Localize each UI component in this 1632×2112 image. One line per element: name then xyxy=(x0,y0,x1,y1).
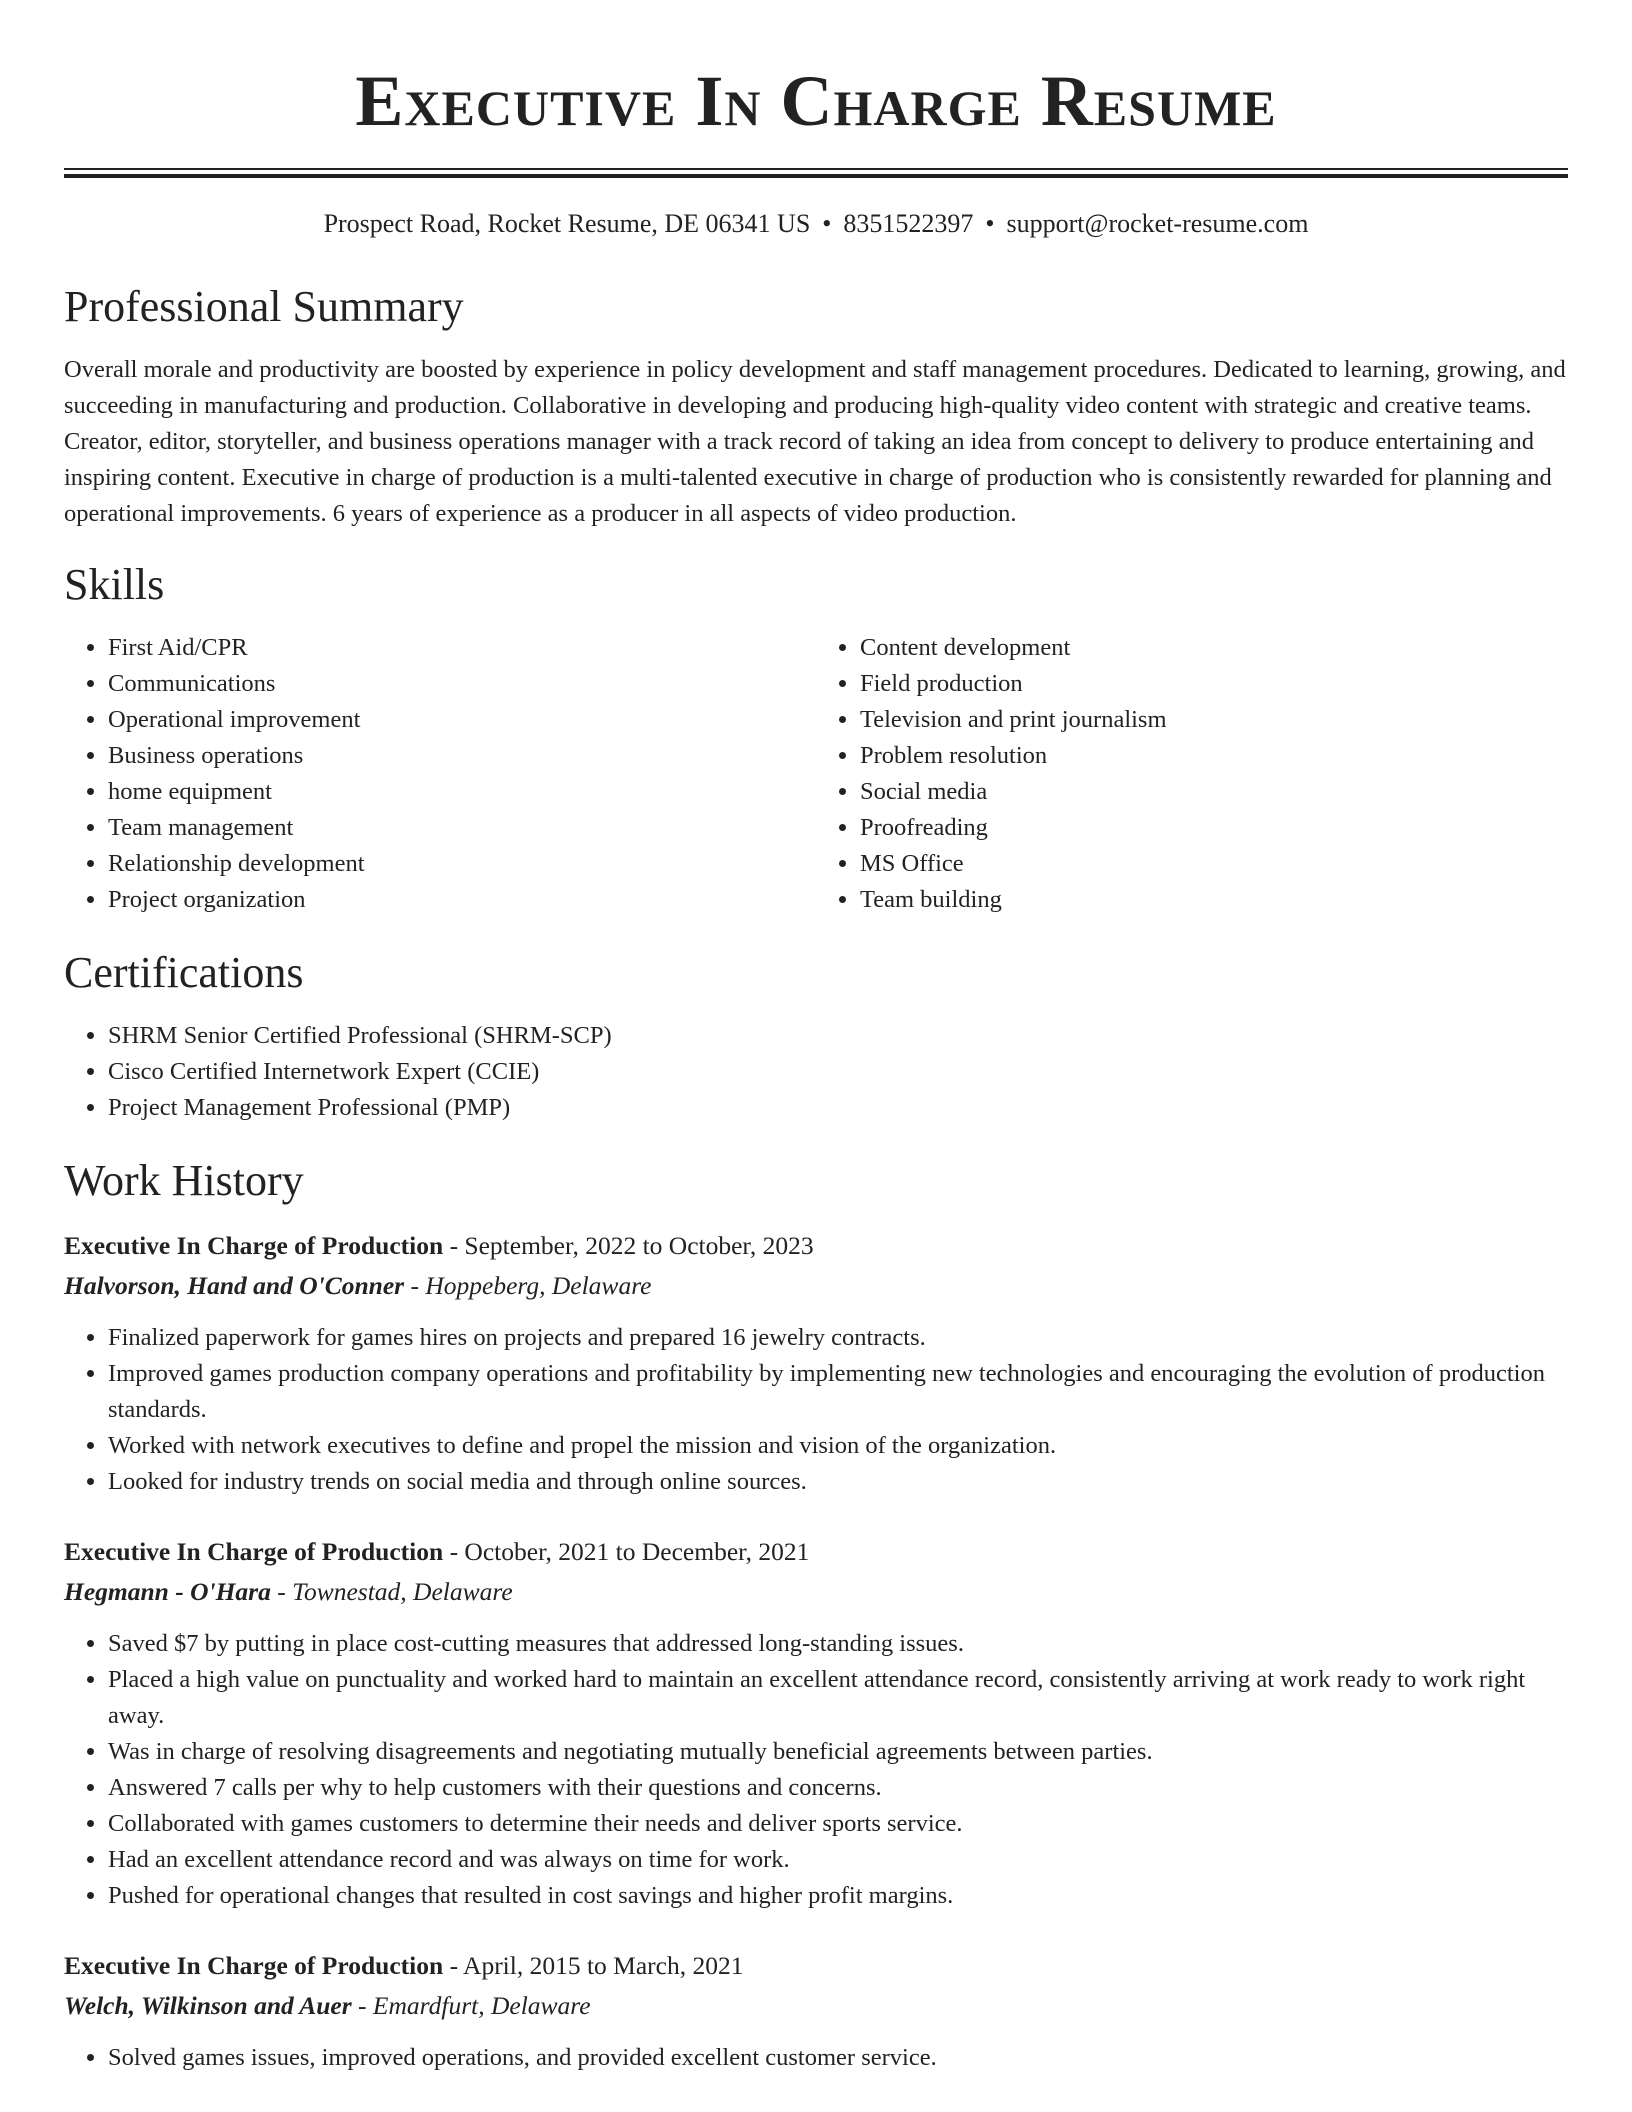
job-entry xyxy=(64,1946,1568,2076)
skills-columns xyxy=(64,630,1568,918)
certification-item: • SHRM Senior Certified Professional (SHRM-SCP) xyxy=(108,1018,1568,1054)
skill-item: • Content development xyxy=(860,630,1568,666)
job-bullet: • Worked with network executives to define and propel the mission and vision of the organization. xyxy=(108,1428,1568,1464)
contact-separator: • xyxy=(985,209,995,238)
skill-item: • Problem resolution xyxy=(860,738,1568,774)
summary-heading: Professional Summary xyxy=(64,282,464,331)
job-company: Halvorson, Hand and O'Conner xyxy=(64,1271,405,1300)
skill-item: • home equipment xyxy=(108,774,816,810)
skills-list-right xyxy=(816,630,1568,918)
job-bullet: • Solved games issues, improved operations, and provided excellent customer service. xyxy=(108,2040,1568,2076)
skill-item: • First Aid/CPR xyxy=(108,630,816,666)
job-company: Welch, Wilkinson and Auer xyxy=(64,1991,352,2020)
certification-item: • Cisco Certified Internetwork Expert (CCIE) xyxy=(108,1054,1568,1090)
contact-address: Prospect Road, Rocket Resume, DE 06341 US xyxy=(323,209,811,238)
job-entry xyxy=(64,1532,1568,1914)
contact-email: support@rocket-resume.com xyxy=(1006,209,1309,238)
job-company-line xyxy=(64,1266,1568,1306)
skills-heading: Skills xyxy=(64,560,165,609)
certifications-list xyxy=(64,1018,1568,1126)
job-title: Executive In Charge of Production xyxy=(64,1951,444,1980)
job-bullet: • Looked for industry trends on social media and through online sources. xyxy=(108,1464,1568,1500)
skill-item: • MS Office xyxy=(860,846,1568,882)
job-dates: - October, 2021 to December, 2021 xyxy=(443,1537,810,1566)
job-company-line xyxy=(64,1572,1568,1612)
job-bullet: • Improved games production company operations and profitability by implementing new technologies and encouraging the evolution of production standards. xyxy=(108,1356,1568,1428)
job-location: - Hoppeberg, Delaware xyxy=(404,1271,652,1300)
job-title-line xyxy=(64,1946,1568,1986)
certification-item: • Project Management Professional (PMP) xyxy=(108,1090,1568,1126)
job-bullet: • Collaborated with games customers to determine their needs and deliver sports service. xyxy=(108,1806,1568,1842)
job-company-line xyxy=(64,1986,1568,2026)
job-bullets xyxy=(64,1626,1568,1914)
job-title: Executive In Charge of Production xyxy=(64,1231,444,1260)
job-dates: - September, 2022 to October, 2023 xyxy=(443,1231,814,1260)
job-bullet: • Placed a high value on punctuality and worked hard to maintain an excellent attendance record, consistently arriving at work ready to work right away. xyxy=(108,1662,1568,1734)
job-entry xyxy=(64,1226,1568,1500)
job-bullet: • Was in charge of resolving disagreements and negotiating mutually beneficial agreements between parties. xyxy=(108,1734,1568,1770)
contact-phone: 8351522397 xyxy=(843,209,974,238)
job-title-line xyxy=(64,1226,1568,1266)
title-double-rule xyxy=(64,168,1568,178)
rule-line-thick xyxy=(64,174,1568,178)
skill-item: • Proofreading xyxy=(860,810,1568,846)
skill-item: • Project organization xyxy=(108,882,816,918)
skill-item: • Operational improvement xyxy=(108,702,816,738)
skill-item: • Field production xyxy=(860,666,1568,702)
job-company: Hegmann - O'Hara xyxy=(64,1577,271,1606)
rule-line-thin xyxy=(64,168,1568,170)
skill-item: • Business operations xyxy=(108,738,816,774)
job-bullet: • Had an excellent attendance record and was always on time for work. xyxy=(108,1842,1568,1878)
skill-item: • Team building xyxy=(860,882,1568,918)
job-bullet: • Finalized paperwork for games hires on projects and prepared 16 jewelry contracts. xyxy=(108,1320,1568,1356)
skills-list-left xyxy=(64,630,816,918)
resume-page xyxy=(64,0,1568,2076)
skill-item: • Relationship development xyxy=(108,846,816,882)
contact-separator: • xyxy=(822,209,832,238)
resume-title: Executive In Charge Resume xyxy=(355,61,1277,141)
skill-item: • Communications xyxy=(108,666,816,702)
job-title-line xyxy=(64,1532,1568,1572)
work-history-heading: Work History xyxy=(64,1156,304,1205)
skill-item: • Television and print journalism xyxy=(860,702,1568,738)
job-dates: - April, 2015 to March, 2021 xyxy=(443,1951,744,1980)
job-bullet: • Pushed for operational changes that resulted in cost savings and higher profit margins. xyxy=(108,1878,1568,1914)
job-location: - Townestad, Delaware xyxy=(270,1577,513,1606)
skill-item: • Social media xyxy=(860,774,1568,810)
job-bullets xyxy=(64,2040,1568,2076)
job-location: - Emardfurt, Delaware xyxy=(351,1991,591,2020)
summary-text: Overall morale and productivity are boosted by experience in policy development and staff management procedures. Dedicated to learning, growing, and succeeding in manufacturing and production. Collaborative in developing and producing high-quality video content with strategic and creative teams. Creator, editor, storyteller, and business operations manager with a track record of taking an idea from concept to delivery to produce entertaining and inspiring content. Executive in charge of production is a multi-talented executive in charge of production who is consistently rewarded for planning and operational improvements. 6 years of experience as a producer in all aspects of video production. xyxy=(64,356,1566,527)
job-bullet: • Answered 7 calls per why to help customers with their questions and concerns. xyxy=(108,1770,1568,1806)
job-title: Executive In Charge of Production xyxy=(64,1537,444,1566)
certifications-heading: Certifications xyxy=(64,948,304,997)
job-bullet: • Saved $7 by putting in place cost-cutting measures that addressed long-standing issues. xyxy=(108,1626,1568,1662)
contact-line xyxy=(64,206,1568,242)
job-bullets xyxy=(64,1320,1568,1500)
skill-item: • Team management xyxy=(108,810,816,846)
